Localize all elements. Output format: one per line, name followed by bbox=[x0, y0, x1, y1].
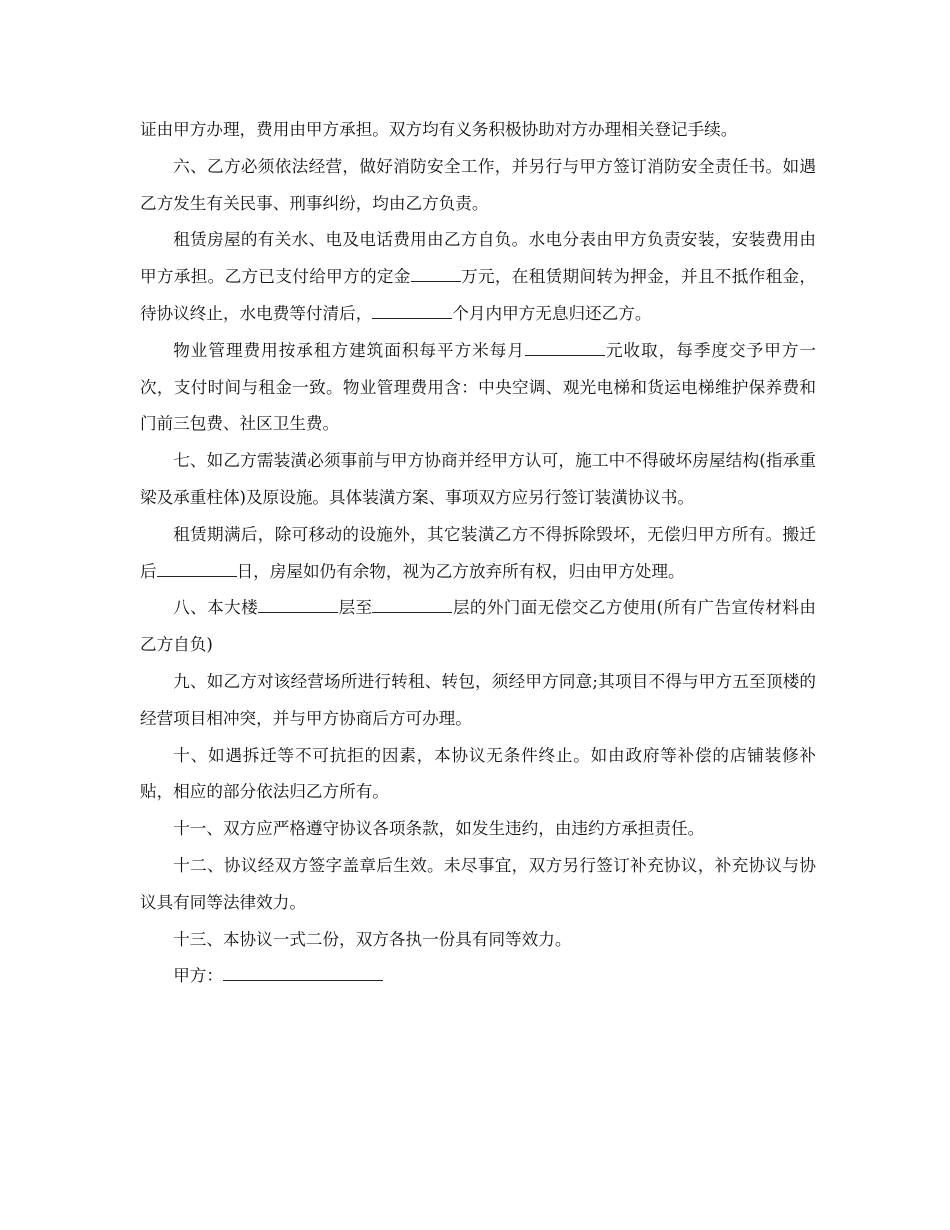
property-fee-blank bbox=[525, 339, 605, 356]
clause-9: 九、如乙方对该经营场所进行转租、转包，须经甲方同意;其项目不得与甲方五至顶楼的经营项目相冲突，并与甲方协商后方可办理。 bbox=[140, 671, 816, 728]
clause-8 bbox=[140, 590, 816, 664]
party-a-signature-blank bbox=[223, 965, 383, 982]
clause-13: 十三、本协议一式二份，双方各执一份具有同等效力。 bbox=[173, 929, 572, 949]
clause-11: 十一、双方应严格遵守协议各项条款，如发生违约，由违约方承担责任。 bbox=[173, 819, 705, 839]
property-fee-text-2: 元收取，每季度交予甲方一次，支付时间与租金一致。物业管理费用含：中央空调、观光电梯和货运电梯维护保养费和门前三包费、社区卫生费。 bbox=[140, 340, 817, 434]
utilities-text-2: 万元，在租赁期间转为押金，并且不抵作租金，待协议终止，水电费等付清后， bbox=[140, 267, 816, 323]
floor-to-blank bbox=[372, 597, 452, 614]
clause-10: 十、如遇拆迁等不可抗拒的因素，本协议无条件终止。如由政府等补偿的店铺装修补贴，相应的部分依法归乙方所有。 bbox=[140, 745, 816, 802]
clause-8-text-1: 八、本大楼 bbox=[173, 598, 259, 618]
clause-7: 七、如乙方需装潢必须事前与甲方协商并经甲方认可，施工中不得破坏房屋结构(指承重梁及承重柱体)及原设施。具体装潢方案、事项双方应另行签订装潢协议书。 bbox=[140, 451, 816, 507]
utilities-text-1: 租赁房屋的有关水、电及电话费用由乙方自负。水电分表由甲方负责安装，安装费用由甲方承担。乙方已支付给甲方的定金 bbox=[140, 230, 816, 287]
paragraph-continuation: 证由甲方办理，费用由甲方承担。双方均有义务积极协助对方办理相关登记手续。 bbox=[140, 120, 738, 139]
lease-expiry-paragraph bbox=[140, 517, 816, 591]
clause-12: 十二、协议经双方签字盖章后生效。未尽事宜，双方另行签订补充协议，补充协议与协议具有同等法律效力。 bbox=[140, 855, 816, 912]
clause-8-text-3: 层的外门面无偿交乙方使用(所有广告宣传材料由乙方自负) bbox=[140, 598, 816, 655]
party-a-label: 甲方： bbox=[173, 966, 223, 986]
utilities-text-3: 个月内甲方无息归还乙方。 bbox=[452, 303, 652, 323]
days-after-move-blank bbox=[157, 560, 237, 577]
deposit-amount-blank bbox=[411, 265, 461, 282]
document-body bbox=[140, 112, 816, 995]
clause-6: 六、乙方必须依法经营，做好消防安全工作，并另行与甲方签订消防安全责任书。如遇乙方发生有关民事、刑事纠纷，均由乙方负责。 bbox=[140, 156, 816, 213]
refund-months-blank bbox=[372, 302, 452, 319]
lease-expiry-text-2: 日，房屋如仍有余物，视为乙方放弃所有权，归由甲方处理。 bbox=[236, 561, 685, 581]
floor-from-blank bbox=[258, 597, 338, 614]
party-a-signature-line bbox=[140, 958, 816, 995]
lease-expiry-text-1: 租赁期满后，除可移动的设施外，其它装潢乙方不得拆除毁坏，无偿归甲方所有。搬迁后 bbox=[140, 524, 816, 581]
property-fee-paragraph bbox=[140, 333, 816, 443]
clause-8-text-2: 层至 bbox=[338, 598, 373, 618]
utilities-paragraph bbox=[140, 222, 816, 332]
property-fee-text-1: 物业管理费用按承租方建筑面积每平方米每月 bbox=[173, 340, 525, 360]
